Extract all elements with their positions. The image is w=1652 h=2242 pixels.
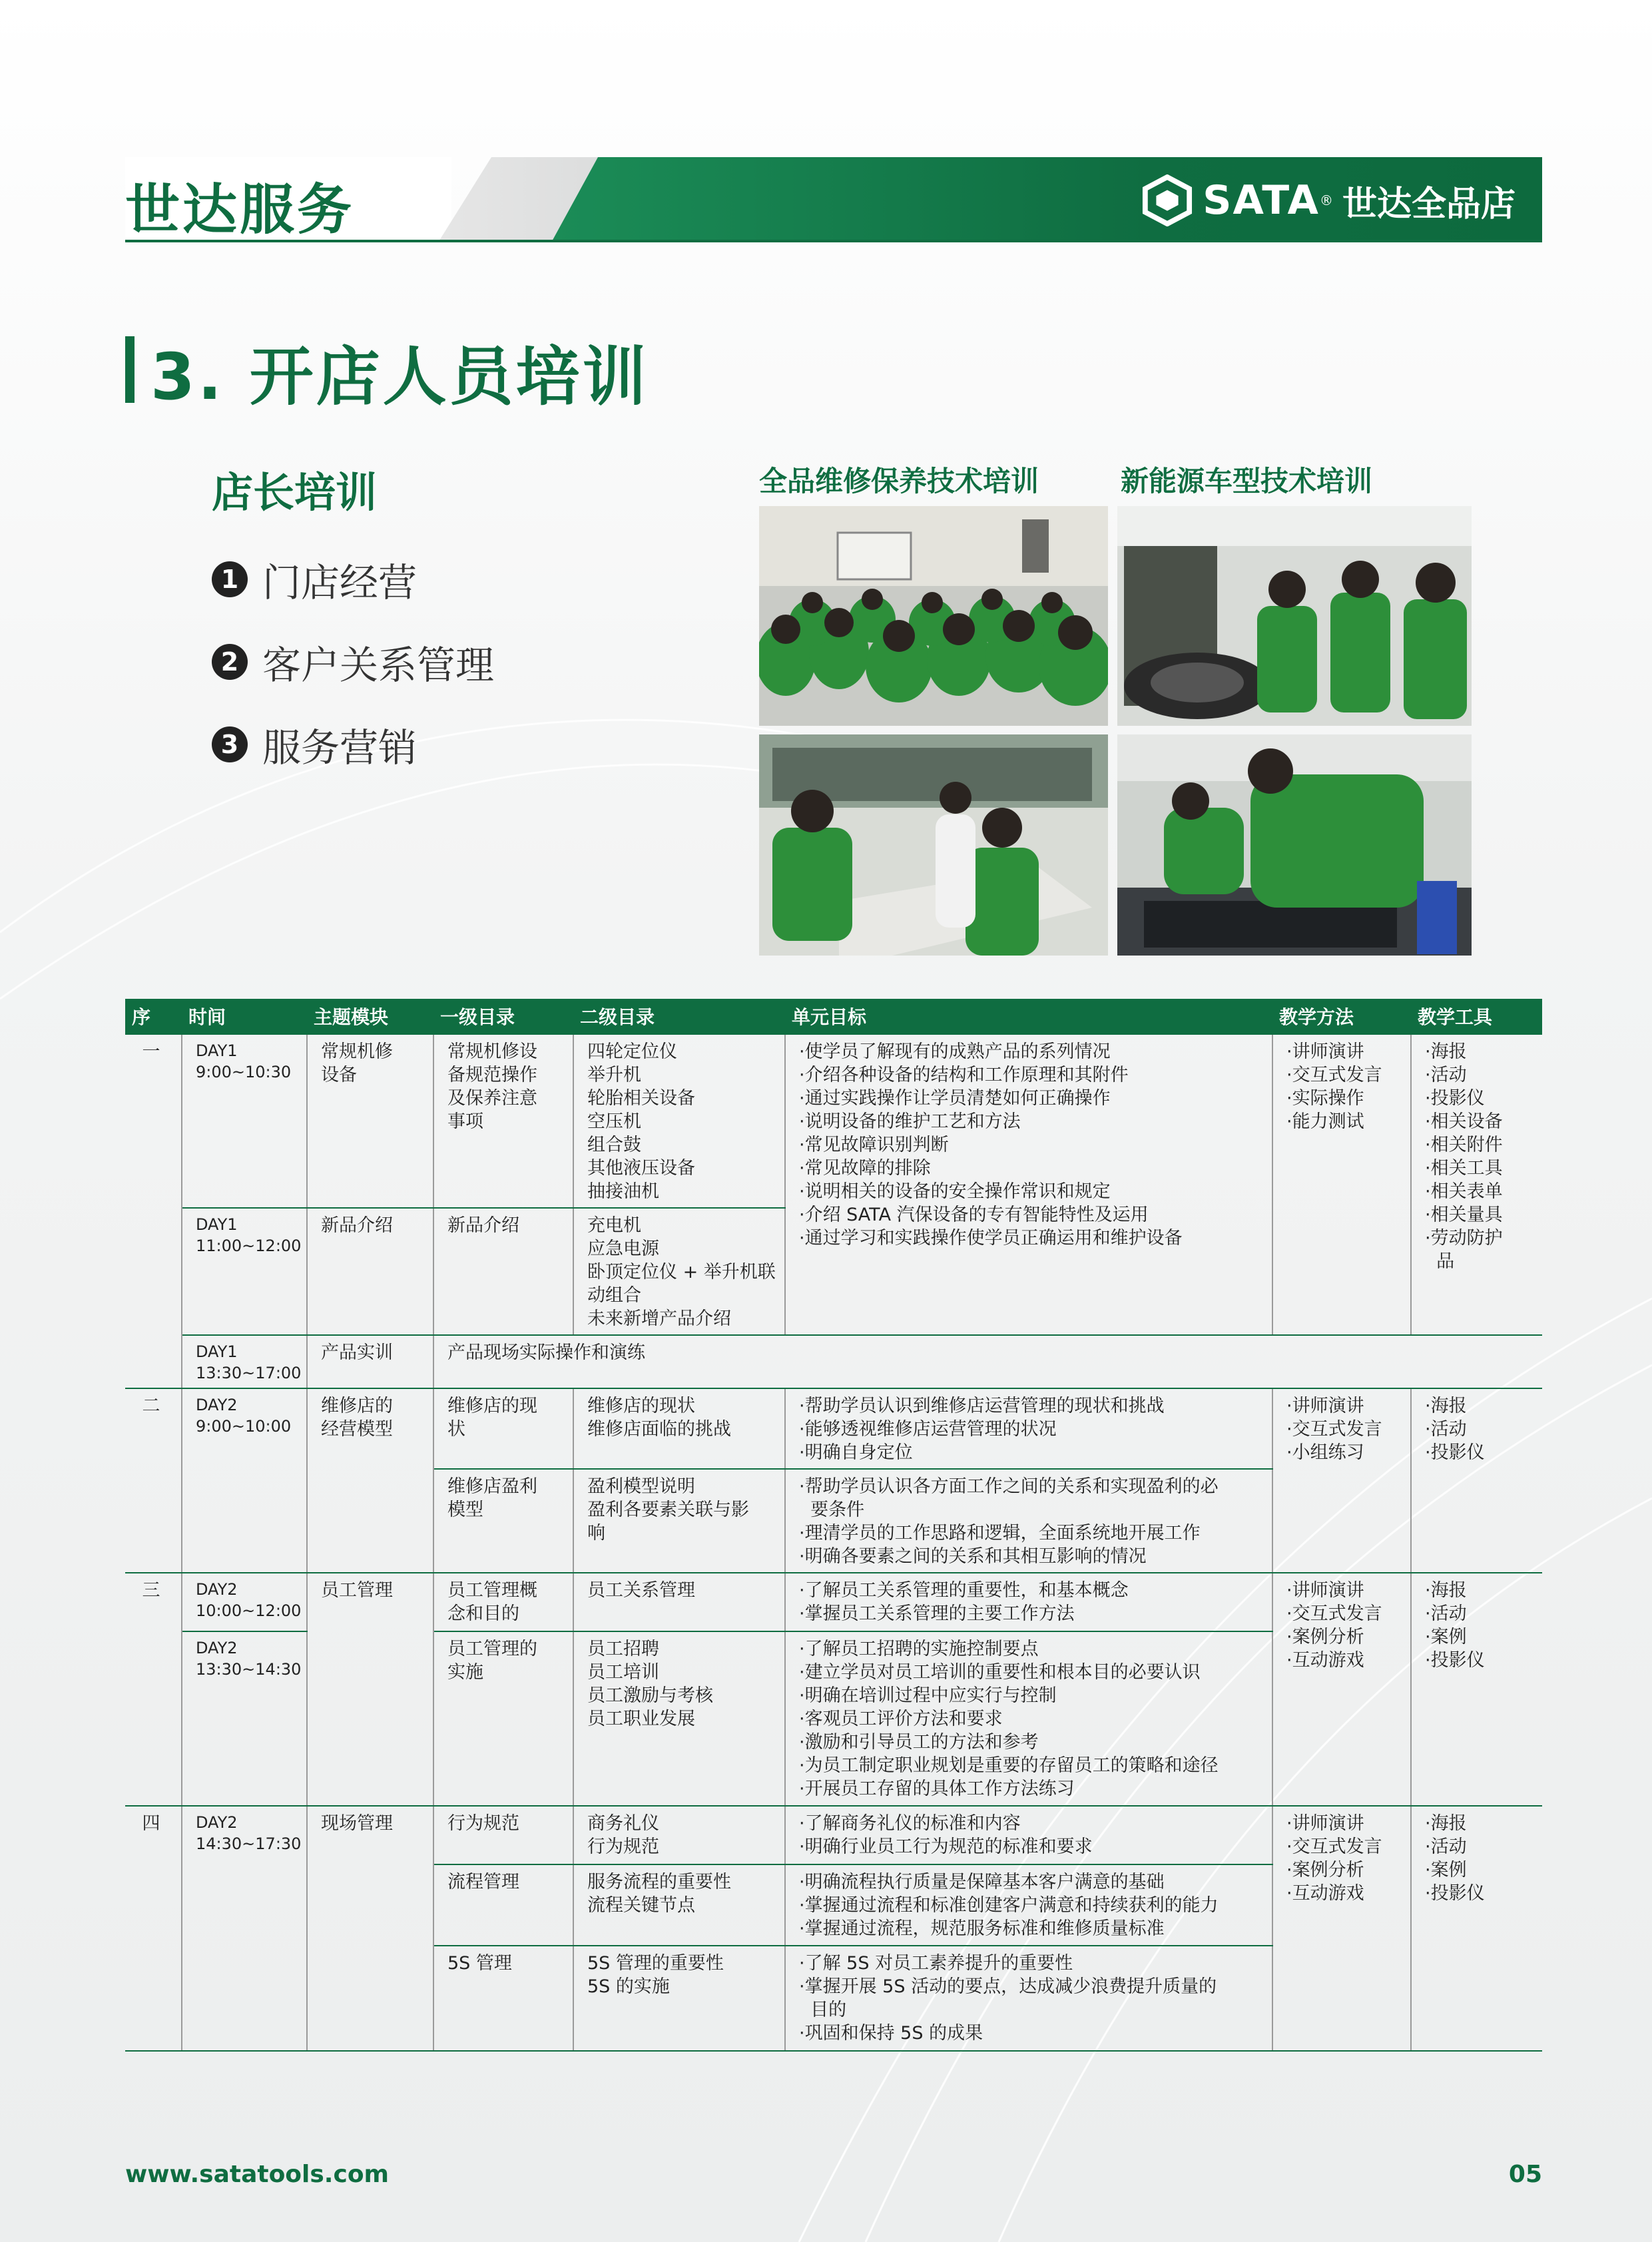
level2-cell: 员工招聘 员工培训 员工激励与考核 员工职业发展	[587, 1639, 713, 1729]
number-badge: 3	[212, 726, 248, 762]
brand-name: SATA	[1203, 177, 1320, 224]
level1-cell: 产品现场实际操作和演练	[447, 1342, 645, 1363]
header-time: 时间	[182, 999, 307, 1035]
goals-cell: ·了解 5S 对员工素养提升的重要性 ·掌握开展 5S 活动的要点，达成减少浪费提升质量的 目的 ·巩固和保持 5S 的成果	[799, 1953, 1217, 2044]
level2-cell: 四轮定位仪 举升机 轮胎相关设备 空压机 组合鼓 其他液压设备 抽接油机	[587, 1041, 695, 1202]
header-tools: 教学工具	[1411, 999, 1542, 1035]
page-number: 05	[1508, 2161, 1542, 2188]
seq-cell: 一	[142, 1041, 160, 1062]
goals-cell: ·帮助学员认识各方面工作之间的关系和实现盈利的必 要条件 ·理清学员的工作思路和逻辑，全面系统地开展工作 ·明确各要素之间的关系和其相互影响的情况	[799, 1476, 1219, 1567]
header-seq: 序	[125, 999, 182, 1035]
brand-cn: 世达全品店	[1342, 184, 1515, 224]
level2-cell: 员工关系管理	[587, 1580, 695, 1601]
time-cell: DAY2 13:30~14:30	[196, 1639, 302, 1679]
tools-cell: ·海报 ·活动 ·案例 ·投影仪	[1425, 1580, 1485, 1671]
time-cell: DAY2 9:00~10:00	[196, 1396, 292, 1436]
tools-cell: ·海报 ·活动 ·投影仪 ·相关设备 ·相关附件 ·相关工具 ·相关表单 ·相关量具 ·劳动防护 品	[1425, 1041, 1503, 1272]
classroom-training-photo	[759, 506, 1108, 726]
level1-cell: 员工管理概 念和目的	[447, 1580, 537, 1624]
section-title: 3. 开店人员培训	[150, 340, 649, 414]
methods-cell: ·讲师演讲 ·交互式发言 ·实际操作 ·能力测试	[1286, 1041, 1382, 1132]
level1-cell: 常规机修设 备规范操作 及保养注意 事项	[447, 1041, 537, 1132]
level2-cell: 商务礼仪 行为规范	[587, 1813, 659, 1857]
engine-repair-photo	[1117, 734, 1472, 956]
table-row	[125, 1388, 1542, 1469]
goals-cell: ·了解员工关系管理的重要性，和基本概念 ·掌握员工关系管理的主要工作方法	[799, 1580, 1129, 1624]
time-cell: DAY2 10:00~12:00	[196, 1580, 302, 1620]
tools-cell: ·海报 ·活动 ·案例 ·投影仪	[1425, 1813, 1485, 1904]
goals-cell: ·帮助学员认识到维修店运营管理的现状和挑战 ·能够透视维修店运营管理的状况 ·明确自身定位	[799, 1396, 1165, 1463]
manager-training-title: 店长培训	[212, 468, 378, 517]
table-row	[125, 1573, 1542, 1631]
time-cell: DAY1 13:30~17:00	[196, 1342, 302, 1382]
time-cell: DAY2 14:30~17:30	[196, 1813, 302, 1853]
module-cell: 新品介绍	[321, 1215, 393, 1236]
table-header-row	[125, 999, 1542, 1035]
photo-caption-new-energy: 新能源车型技术培训	[1121, 465, 1373, 497]
manager-item	[212, 551, 417, 607]
methods-cell: ·讲师演讲 ·交互式发言 ·案例分析 ·互动游戏	[1286, 1813, 1382, 1904]
time-cell: DAY1 9:00~10:30	[196, 1041, 292, 1081]
header-level2: 二级目录	[573, 999, 785, 1035]
goals-cell: ·使学员了解现有的成熟产品的系列情况 ·介绍各种设备的结构和工作原理和其附件 ·通过实践操作让学员清楚如何正确操作 ·说明设备的维护工艺和方法 ·常见故障识别判断 ·常见故障的排除 ·说明相关的设备的安全操作常识和规定 ·介绍 SATA 汽保设备的专有智能特性及运用 ·通过学习和实践操作使学员正确运用和维护设备	[799, 1041, 1183, 1249]
module-cell: 常规机修 设备	[321, 1041, 393, 1085]
table-row	[125, 1035, 1542, 1208]
level2-cell: 充电机 应急电源 卧顶定位仪 + 举升机联 动组合 未来新增产品介绍	[587, 1215, 776, 1329]
level1-cell: 维修店的现 状	[447, 1396, 537, 1440]
header-title: 世达服务	[125, 178, 355, 242]
level2-cell: 服务流程的重要性 流程关键节点	[587, 1872, 731, 1916]
header-methods: 教学方法	[1272, 999, 1411, 1035]
goals-cell: ·明确流程执行质量是保障基本客户满意的基础 ·掌握通过流程和标准创建客户满意和持续获利的能力 ·掌握通过流程，规范服务标准和维修质量标准	[799, 1872, 1219, 1939]
goals-cell: ·了解员工招聘的实施控制要点 ·建立学员对员工培训的重要性和根本目的必要认识 ·明确在培训过程中应实行与控制 ·客观员工评价方法和要求 ·激励和引导员工的方法和参考 ·为员工制定职业规划是重要的存留员工的策略和途径 ·开展员工存留的具体工作方法练习	[799, 1639, 1219, 1799]
table-discussion-photo	[759, 734, 1108, 956]
header-level1: 一级目录	[433, 999, 573, 1035]
module-cell: 现场管理	[321, 1813, 393, 1834]
registered-mark: ®	[1319, 192, 1333, 208]
level2-cell: 维修店的现状 维修店面临的挑战	[587, 1396, 731, 1440]
sata-logo-icon	[1141, 174, 1193, 226]
sata-brand	[1141, 174, 1515, 226]
section-accent-bar	[125, 336, 135, 403]
seq-cell: 四	[142, 1813, 160, 1834]
page-header	[125, 157, 1542, 242]
goals-cell: ·了解商务礼仪的标准和内容 ·明确行业员工行为规范的标准和要求	[799, 1813, 1093, 1857]
module-cell: 产品实训	[321, 1342, 393, 1363]
level1-cell: 行为规范	[447, 1813, 519, 1834]
time-cell: DAY1 11:00~12:00	[196, 1215, 302, 1255]
module-cell: 员工管理	[321, 1580, 393, 1601]
manager-item-label: 门店经营	[262, 560, 417, 605]
tire-equipment-training-photo	[1117, 506, 1472, 726]
seq-cell: 三	[142, 1580, 160, 1601]
seq-cell: 二	[142, 1396, 160, 1416]
website-link[interactable]: www.satatools.com	[125, 2161, 390, 2188]
header-goals: 单元目标	[785, 999, 1272, 1035]
level1-cell: 员工管理的 实施	[447, 1639, 537, 1683]
photo-caption-maintenance: 全品维修保养技术培训	[759, 465, 1039, 497]
level1-cell: 新品介绍	[447, 1215, 519, 1236]
level2-cell: 盈利模型说明 盈利各要素关联与影 响	[587, 1476, 749, 1543]
table-row	[125, 1335, 1542, 1388]
number-badge: 1	[212, 561, 248, 597]
header-module: 主题模块	[307, 999, 433, 1035]
tools-cell: ·海报 ·活动 ·投影仪	[1425, 1396, 1485, 1463]
methods-cell: ·讲师演讲 ·交互式发言 ·小组练习	[1286, 1396, 1382, 1463]
level1-cell: 5S 管理	[447, 1953, 512, 1974]
manager-item-label: 客户关系管理	[262, 643, 495, 688]
manager-item	[212, 716, 417, 772]
level2-cell: 5S 管理的重要性 5S 的实施	[587, 1953, 724, 1997]
module-cell: 维修店的 经营模型	[321, 1396, 393, 1440]
table-row	[125, 1806, 1542, 1864]
level1-cell: 流程管理	[447, 1872, 519, 1892]
manager-item-label: 服务营销	[262, 725, 417, 770]
number-badge: 2	[212, 644, 248, 680]
manager-item	[212, 634, 494, 690]
level1-cell: 维修店盈利 模型	[447, 1476, 537, 1520]
methods-cell: ·讲师演讲 ·交互式发言 ·案例分析 ·互动游戏	[1286, 1580, 1382, 1671]
training-schedule-table	[125, 999, 1542, 2052]
